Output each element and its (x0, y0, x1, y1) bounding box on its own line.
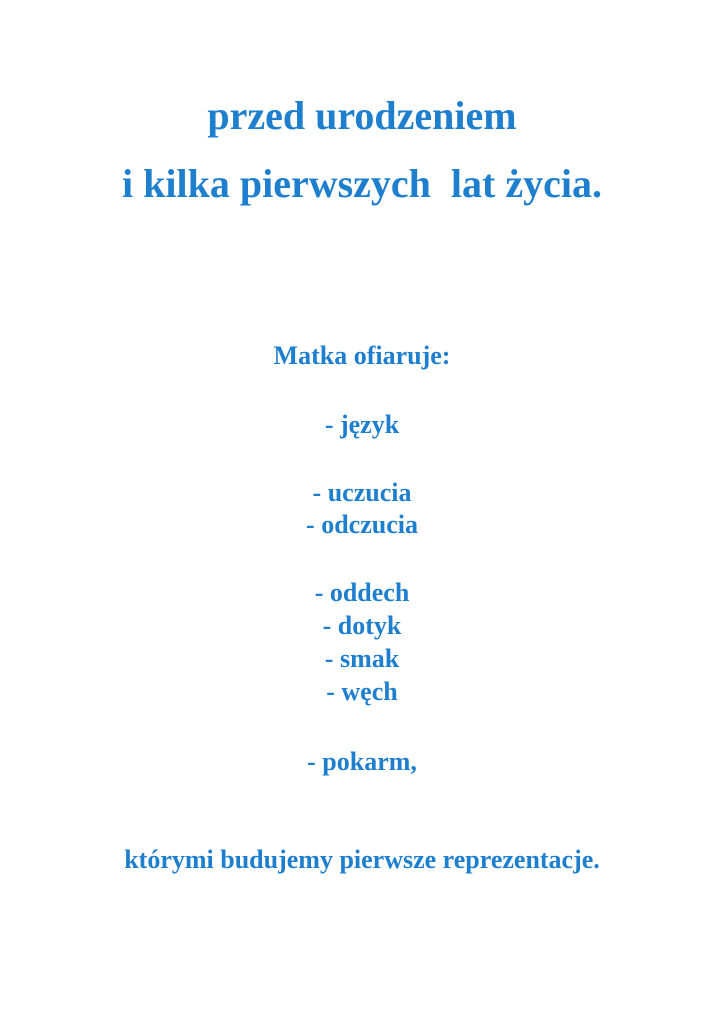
title-line-1: przed urodzeniem (207, 93, 517, 138)
list-item-uczucia: - uczucia (312, 478, 412, 507)
list-item-oddech: - oddech (314, 578, 410, 607)
list-item-jezyk: - język (324, 410, 400, 439)
list-item-wech: - węch (326, 677, 398, 706)
list-item-pokarm: - pokarm, (307, 747, 417, 776)
title-line-2: i kilka pierwszych lat życia. (122, 161, 602, 206)
list-item-dotyk: - dotyk (322, 611, 402, 640)
list-heading: Matka ofiaruje: (273, 341, 451, 370)
list-item-odczucia: - odczucia (306, 510, 418, 539)
footer-sentence: którymi budujemy pierwsze reprezentacje. (124, 845, 600, 874)
list-item-smak: - smak (324, 644, 400, 673)
